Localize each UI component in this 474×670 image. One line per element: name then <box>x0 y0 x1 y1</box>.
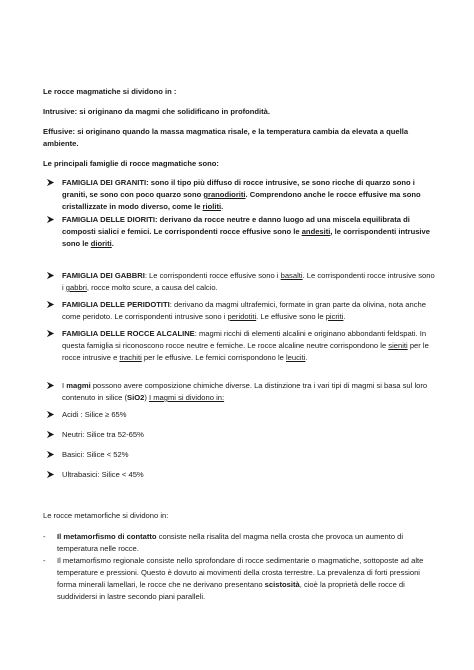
peridotiti-picriti: picriti <box>325 312 344 321</box>
meta-contatto-bold: Il metamorfismo di contatto <box>57 532 157 541</box>
magmi-sio2: SiO2 <box>127 393 145 402</box>
peridotiti-text <box>62 299 436 323</box>
gabbri-gabbri: gabbri <box>65 283 87 292</box>
peridotiti-b: . Le effusive sono le <box>256 312 326 321</box>
dioriti-andesiti: andesiti <box>301 227 331 236</box>
peridotiti-label: FAMIGLIA DELLE PERIDOTITI <box>62 300 170 309</box>
list-item-dioriti <box>46 214 436 250</box>
silice-item-ultrabasici <box>46 469 436 481</box>
list-item-peridotiti <box>46 299 436 323</box>
arrowhead-bullet-icon <box>46 329 55 338</box>
gabbri-c: , rocce molto scure, a causa del calcio. <box>86 283 218 292</box>
alcaline-b: per le rocce intrusive e <box>62 341 429 362</box>
graniti-granodioriti: granodioriti <box>203 190 246 199</box>
magmi-divisione: I magmi si dividono in: <box>148 393 225 402</box>
silice-neutri: Neutri: Silice tra 52-65% <box>62 430 144 439</box>
silice-ultrabasici: Ultrabasici: Silice < 45% <box>62 470 144 479</box>
peridotiti-a: : derivano da magmi ultrafemici, formate in gran parte da olivina, nota anche come peridoto. Le corrispondenti intrusive sono i <box>62 300 426 321</box>
arrowhead-bullet-icon <box>46 271 55 280</box>
dioriti-a: FAMIGLIA DELLE DIORITI: derivano da rocce neutre e danno luogo ad una miscela equilibrata di composti sialici e femici. Le corrispondenti rocce effusive sono le <box>62 215 410 236</box>
families-heading: Le principali famiglie di rocce magmatiche sono: <box>43 159 219 168</box>
arrowhead-bullet-icon <box>46 410 55 419</box>
alcaline-text <box>62 328 436 364</box>
effusive-label: Effusive: <box>43 127 76 136</box>
gabbri-basalti: basalti <box>280 271 303 280</box>
alcaline-leuciti: leuciti <box>286 353 306 362</box>
effusive-paragraph <box>43 126 443 150</box>
arrowhead-bullet-icon <box>46 450 55 459</box>
silice-acidi: Acidi : Silice ≥ 65% <box>62 410 127 419</box>
meta-scistosita: scistosità <box>264 580 300 589</box>
dioriti-c: . <box>111 239 114 248</box>
alcaline-d: . <box>305 353 308 362</box>
alcaline-label: FAMIGLIA DELLE ROCCE ALCALINE <box>62 329 195 338</box>
silice-basici: Basici: Silice < 52% <box>62 450 129 459</box>
arrowhead-bullet-icon <box>46 300 55 309</box>
gabbri-text <box>62 270 436 294</box>
dioriti-dioriti: dioriti <box>90 239 112 248</box>
graniti-text <box>62 177 436 213</box>
magmi-c: ) <box>144 393 149 402</box>
graniti-a: FAMIGLIA DEI GRANITI: sono il tipo più diffuso di rocce intrusive, se sono ricche di quarzo sono i graniti, se sono con poco quarzo sono <box>62 178 415 199</box>
alcaline-sieniti: sieniti <box>388 341 408 350</box>
graniti-c: . <box>221 202 224 211</box>
silice-item-acidi <box>46 409 436 421</box>
intrusive-text: si originano da magmi che solidificano in profondità. <box>77 107 271 116</box>
meta-item-contatto <box>43 531 438 555</box>
arrowhead-bullet-icon <box>46 470 55 479</box>
meta-regionale-b: , cioè la proprietà delle rocce di suddividersi in lastre secondo piani paralleli. <box>57 580 405 601</box>
alcaline-c: per le effusive. Le femici corrispondono le <box>141 353 286 362</box>
gabbri-label: FAMIGLIA DEI GABBRI <box>62 271 145 280</box>
dioriti-b: , le corrispondenti intrusive sono le <box>62 227 430 248</box>
silice-item-basici <box>46 449 436 461</box>
silice-item-neutri <box>46 429 436 441</box>
meta-contatto-rest: consiste nella risalita del magma nella crosta che provoca un aumento di temperatura nelle rocce. <box>57 532 404 553</box>
effusive-text: si originano quando la massa magmatica risale, e la temperatura cambia da elevata a quella ambiente. <box>43 127 409 148</box>
graniti-b: . Comprendono anche le rocce effusive ma sono cristallizzate in modo diverso, come le <box>62 190 421 211</box>
magmi-bold: magmi <box>66 381 91 390</box>
intrusive-label: Intrusive: <box>43 107 78 116</box>
magmi-b: possono avere composizione chimiche diverse. La distinzione tra i vari tipi di magmi si basa sul loro contenuto in silice ( <box>62 381 428 402</box>
arrowhead-bullet-icon <box>46 381 55 390</box>
list-item-magmi <box>46 380 436 404</box>
magmi-a: I <box>62 381 67 390</box>
meta-regionale-a: Il metamorfismo regionale consiste nello sprofondare di rocce sedimentarie o magmatiche, sottoposte ad alte temperature e pressioni. Questo è dovuto ai movimenti della crosta terrestre. La prevalenza di forti pressioni forma minerali lamellari, le rocce che ne derivano presentano <box>57 556 424 589</box>
magmi-text <box>62 380 436 404</box>
list-item-graniti <box>46 177 436 213</box>
alcaline-trachiti: trachiti <box>119 353 142 362</box>
list-item-alcaline <box>46 328 436 364</box>
gabbri-a: : Le corrispondenti rocce effusive sono i <box>144 271 281 280</box>
arrowhead-bullet-icon <box>46 430 55 439</box>
graniti-rioliti: rioliti <box>202 202 222 211</box>
metamorphic-heading: Le rocce metamorfiche si dividono in: <box>43 511 169 520</box>
peridotiti-c: . <box>343 312 346 321</box>
meta-contatto-text <box>57 531 438 555</box>
meta-item-regionale <box>43 555 438 603</box>
alcaline-a: : magmi ricchi di elementi alcalini e originano abbondanti feldspati. In questa famiglia si riconoscono rocce neutre e femiche. Le rocce alcaline neutre corrispondono le <box>62 329 427 350</box>
intrusive-paragraph <box>43 106 443 118</box>
dioriti-text <box>62 214 436 250</box>
arrow-bullet-icon <box>46 178 55 187</box>
meta-regionale-text <box>57 555 438 603</box>
gabbri-b: . Le corrispondenti rocce intrusive sono i <box>62 271 435 292</box>
arrow-bullet-icon <box>46 215 55 224</box>
list-item-gabbri <box>46 270 436 294</box>
dash-bullet: - <box>43 532 46 541</box>
heading-magmatic: Le rocce magmatiche si dividono in : <box>43 87 177 96</box>
dash-bullet: - <box>43 556 46 565</box>
peridotiti-peridotiti: peridotiti <box>227 312 257 321</box>
